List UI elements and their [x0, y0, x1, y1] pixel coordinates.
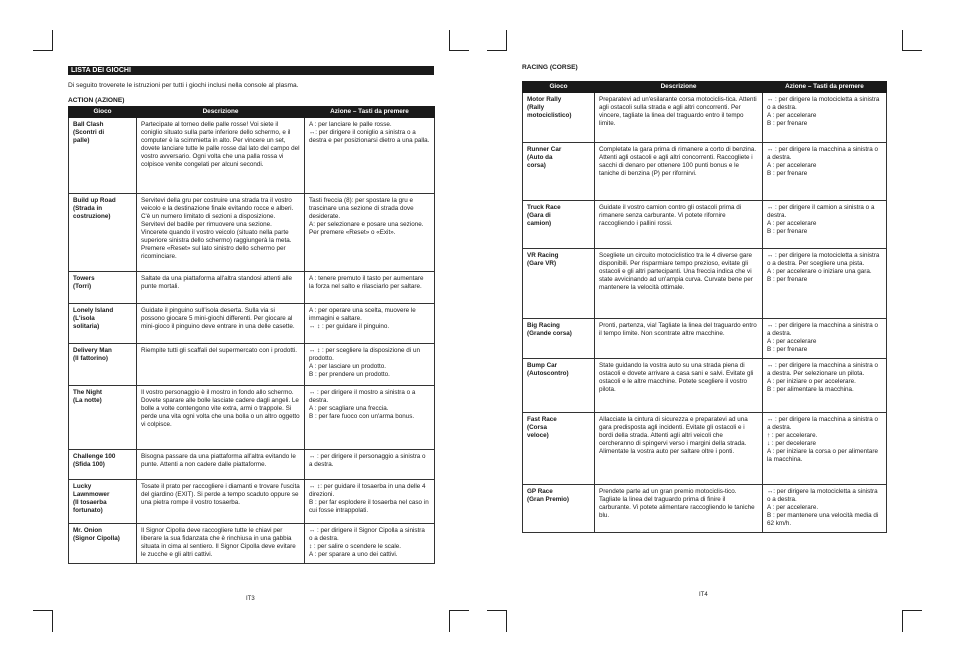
table-row: [523, 249, 887, 319]
game-description: Riempite tutti gli scaffali del supermercato con i prodotti.: [137, 344, 305, 386]
table-row: [523, 359, 887, 413]
game-controls: ↔ ↕ : per scegliere la disposizione di un prodotto. A : per lasciare un prodotto. B : per prendere un prodotto.: [305, 344, 435, 386]
game-description: Guidate il pinguino sull'isola deserta. Sulla via si possono giocare 5 mini-giochi differenti. Per giocare al mini-gioco il pinguino deve entrare in una delle casette.: [137, 304, 305, 344]
crop-mark: [506, 610, 507, 632]
game-name: GP Race (Gran Premio): [523, 485, 595, 533]
column-header: Gioco: [523, 82, 595, 93]
crop-mark: [33, 50, 53, 51]
game-controls: ↔ : per dirigere la motocicletta a sinistra o a destra. Per scegliere una pista. A : per accelerare o iniziare una gara. B : per frenare: [763, 249, 887, 319]
game-name: VR Racing (Gare VR): [523, 249, 595, 319]
column-header: Descrizione: [595, 82, 763, 93]
game-name: Delivery Man (Il fattorino): [69, 344, 137, 386]
page-number: IT3: [246, 596, 255, 602]
game-description: Completate la gara prima di rimanere a corto di benzina. Attenti agli ostacoli e agli altri concorrenti. Raccogliete i sacchi di denaro per ottenere 100 punti bonus e le taniche di benzina (P) per rifornirvi.: [595, 143, 763, 201]
game-description: State guidando la vostra auto su una strada piena di ostacoli e dovete arrivare a casa sani e salvi. Evitate gli ostacoli e le altre macchine. Potete scegliere il vostro pilota.: [595, 359, 763, 413]
game-description: Allacciate la cintura di sicurezza e preparatevi ad una gara predisposta agli incidenti. Evitate gli ostacoli e i bordi della strada. Attenti agli altri veicoli che cercheranno di spingervi verso i margini della strada. Alimentate la vostra auto per saltare oltre i ponti.: [595, 413, 763, 485]
crop-mark: [902, 30, 903, 50]
game-name: Lucky Lawnmower (Il tosaerba fortunato): [69, 480, 137, 524]
column-header: Azione – Tasti da premere: [763, 82, 887, 93]
crop-mark: [449, 30, 450, 50]
table-row: [523, 201, 887, 249]
game-description: Tosate il prato per raccogliere i diamanti e trovare l'uscita del giardino (EXIT). Si perde a tempo scaduto oppure se una pietra rompe il vostro tosaerba.: [137, 480, 305, 524]
game-controls: ↔ : per dirigere il camion a sinistra o a destra. A : per accelerare B : per frenare: [763, 201, 887, 249]
game-controls: ↔: per dirigere la motocicletta a sinistra o a destra. A : per accelerare. B : per mantenere una velocità media di 62 km/h.: [763, 485, 887, 533]
column-header: Gioco: [69, 107, 137, 118]
game-name: Bump Car (Autoscontro): [523, 359, 595, 413]
game-description: Pronti, partenza, via! Tagliate la linea del traguardo entro il tempo limite. Non scontrate altre macchine.: [595, 319, 763, 359]
crop-mark: [902, 610, 903, 632]
game-description: Scegliete un circuito motociclistico tra le 4 diverse gare disponibili. Per risparmiare tempo prezioso, evitate gli ostacoli e gli altri partecipanti. Una freccia indica che vi state avvicinando ad un'ampia curva. Curvate bene per mantenere la velocità ottimale.: [595, 249, 763, 319]
action-subtitle: ACTION (AZIONE): [68, 97, 125, 104]
crop-mark: [449, 50, 469, 51]
game-description: Preparatevi ad un'esilarante corsa motociclis-tica. Attenti agli ostacoli sulla strada e agli altri concorrenti. Per vincere, tagliate la linea del traguardo entro il tempo limite.: [595, 93, 763, 143]
intro-text: Di seguito troverete le istruzioni per tutti i giochi inclusi nella console al plasma.: [68, 82, 299, 89]
game-name: Challenge 100 (Sfida 100): [69, 450, 137, 480]
game-name: Truck Race (Gara di camion): [523, 201, 595, 249]
game-description: Il vostro personaggio è il mostro in fondo allo schermo. Dovete sparare alle bolle lasciate cadere dagli angeli. Le bolle a volte contengono vite extra, armi o trappole. Si perde una vita ogni volta che una bolla o un altro oggetto vi colpisce.: [137, 386, 305, 450]
game-description: Saltate da una piattaforma all'altra standosi attenti alle punte mortali.: [137, 272, 305, 304]
game-controls: ↔ : per dirigere la motocicletta a sinistra o a destra. A : per accelerare B : per frenare: [763, 93, 887, 143]
game-controls: A : per lanciare le palle rosse. ↔: per dirigere il coniglio a sinistra o a destra e per posizionarsi dietro a una palla.: [305, 118, 435, 194]
table-row: [69, 272, 435, 304]
game-description: Partecipate al torneo delle palle rosse! Voi siete il coniglio situato sulla parte inferiore dello schermo, e il computer è la scimmietta in alto. Per vincere un set, dovete lanciare tutte le palle rosse dal lato del campo del vostro avversario. Ogni volta che una palla rossa vi colpisce venite congelati per alcuni secondi.: [137, 118, 305, 194]
game-name: Mr. Onion (Signor Cipolla): [69, 524, 137, 564]
table-row: [523, 143, 887, 201]
racing-subtitle: RACING (CORSE): [522, 64, 578, 71]
game-description: Il Signor Cipolla deve raccogliere tutte le chiavi per liberare la sua fidanzata che è rinchiusa in una gabbia situata in cima al sentiero. Il Signor Cipolla deve evitare le zucche e gli altri cattivi.: [137, 524, 305, 564]
section-header: LISTA DEI GIOCHI: [68, 66, 434, 75]
crop-mark: [902, 610, 922, 611]
game-name: Big Racing (Grande corsa): [523, 319, 595, 359]
table-row: [69, 194, 435, 272]
table-row: [523, 413, 887, 485]
table-row: [69, 450, 435, 480]
game-controls: A : per operare una scelta, muovere le immagini e saltare. ↔ ↕ : per guidare il pinguino.: [305, 304, 435, 344]
crop-mark: [487, 610, 507, 611]
game-controls: ↔ : per dirigere la macchina a sinistra o a destra. ↑ : per accelerare. ↓ : per decelerare A : per iniziare la corsa o per alimentare la macchina.: [763, 413, 887, 485]
game-description: Prendete parte ad un gran premio motociclis-tico. Tagliate la linea del traguardo prima di finire il carburante. Vi potete alimentare raccogliendo le taniche blu.: [595, 485, 763, 533]
crop-mark: [449, 610, 469, 611]
game-name: The Night (La notte): [69, 386, 137, 450]
crop-mark: [449, 610, 450, 632]
table-row: [69, 344, 435, 386]
table-row: [69, 304, 435, 344]
table-row: [523, 93, 887, 143]
game-name: Fast Race (Corsa veloce): [523, 413, 595, 485]
game-name: Build up Road (Strada in costruzione): [69, 194, 137, 272]
game-name: Ball Clash (Scontri di palle): [69, 118, 137, 194]
game-description: Bisogna passare da una piattaforma all'altra evitando le punte. Attenti a non cadere dalle piattaforme.: [137, 450, 305, 480]
game-controls: ↔ : per dirigere il Signor Cipolla a sinistra o a destra. ↕ : per salire o scendere le scale. A : per sparare a uno dei cattivi.: [305, 524, 435, 564]
game-controls: ↔ : per dirigere la macchina a sinistra o a destra. A : per accelerare B : per frenare: [763, 143, 887, 201]
crop-mark: [33, 610, 53, 611]
game-name: Motor Rally (Rally motociclistico): [523, 93, 595, 143]
crop-mark: [52, 30, 53, 50]
page-number: IT4: [699, 592, 708, 598]
column-header: Descrizione: [137, 107, 305, 118]
game-controls: ↔ : per dirigere il mostro a sinistra o a destra. A : per scagliare una freccia. B : per fare fuoco con un'arma bonus.: [305, 386, 435, 450]
crop-mark: [52, 610, 53, 632]
crop-mark: [902, 50, 922, 51]
racing-games-table: [522, 81, 887, 533]
game-controls: A : tenere premuto il tasto per aumentare la forza nel salto e rilasciarlo per saltare.: [305, 272, 435, 304]
table-row: [69, 386, 435, 450]
game-controls: ↔ ↕: per guidare il tosaerba in una delle 4 direzioni. B : per far esplodere il tosaerba nel caso in cui fosse intrappolati.: [305, 480, 435, 524]
game-controls: ↔ : per dirigere la macchina a sinistra o a destra. A : per accelerare B : per frenare: [763, 319, 887, 359]
crop-mark: [487, 50, 507, 51]
game-name: Lonely Island (L'isola solitaria): [69, 304, 137, 344]
column-header: Azione – Tasti da premere: [305, 107, 435, 118]
game-name: Runner Car (Auto da corsa): [523, 143, 595, 201]
game-controls: ↔ : per dirigere la macchina a sinistra o a destra. Per selezionare un pilota. A : per iniziare o per accelerare. B : per alimentare la macchina.: [763, 359, 887, 413]
table-row: [69, 480, 435, 524]
table-row: [69, 118, 435, 194]
game-controls: Tasti freccia (8): per spostare la gru e trascinare una sezione di strada dove desiderate. A: per selezionare e posare una sezione. Per premere «Reset» o «Exit».: [305, 194, 435, 272]
table-row: [523, 485, 887, 533]
table-row: [523, 319, 887, 359]
game-name: Towers (Torri): [69, 272, 137, 304]
game-description: Guidate il vostro camion contro gli ostacoli prima di rimanere senza carburante. Vi potete rifornire raccogliendo i pallini rossi.: [595, 201, 763, 249]
action-games-table: [68, 106, 435, 564]
crop-mark: [506, 30, 507, 50]
game-description: Servitevi della gru per costruire una strada tra il vostro veicolo e la destinazione finale evitando rocce e alberi. C'è un numero limitato di sezioni a disposizione. Servitevi del badile per rimuovere una sezione. Vincerete quando il vostro veicolo (situato nella parte superiore sinistra dello schermo) raggiungerà la meta. Premere «Reset» sul lato sinistro dello schermo per ricominciare.: [137, 194, 305, 272]
game-controls: ↔ : per dirigere il personaggio a sinistra o a destra.: [305, 450, 435, 480]
table-row: [69, 524, 435, 564]
